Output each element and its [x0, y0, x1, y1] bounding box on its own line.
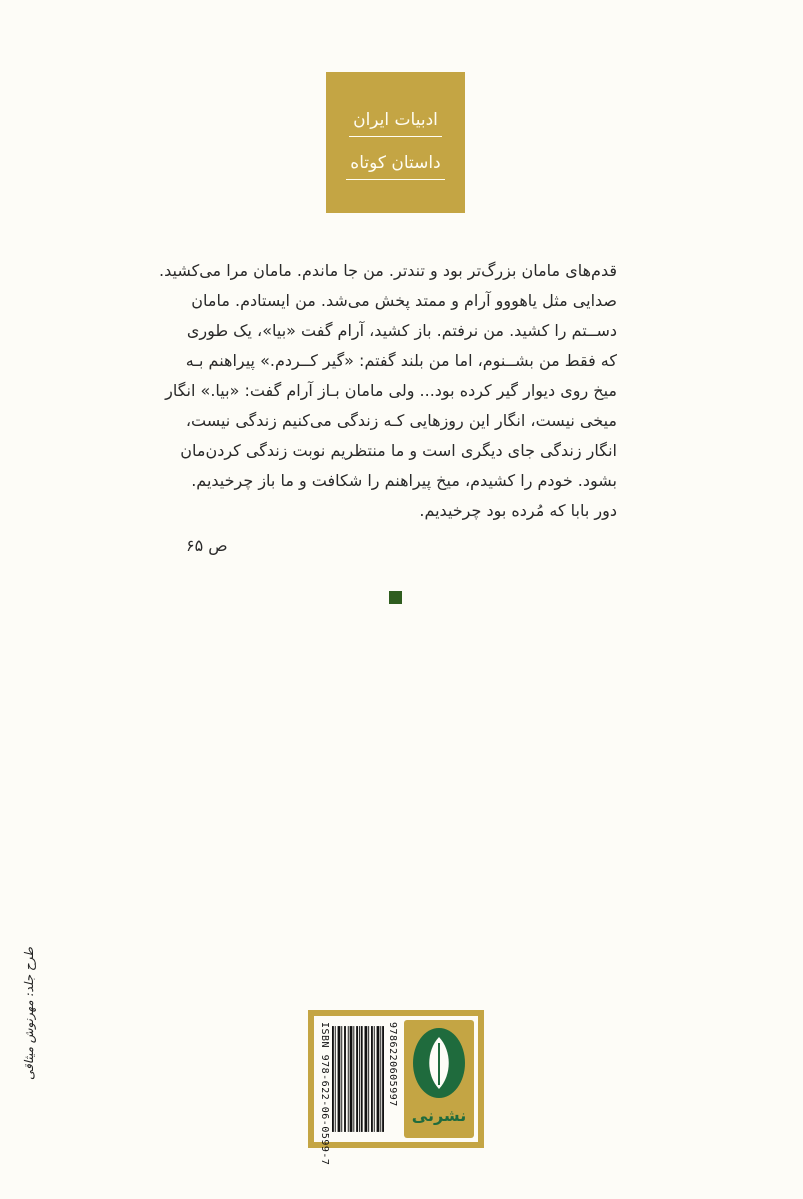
excerpt-line: دســتم را کشید. من نرفتم. باز کشید، آرام گفت «بیا»، یک طوری [186, 321, 617, 340]
barcode-panel [314, 1016, 478, 1166]
publisher-logo-box [404, 1020, 474, 1138]
barcode-publisher-frame [308, 1010, 484, 1166]
excerpt-line: انگار زندگی جای دیگری است و ما منتظریم نوبت زندگی کردن‌مان [180, 441, 617, 460]
barcode-digits: 9786220605997 [387, 1022, 398, 1107]
excerpt-line: صدایی مثل یاهووو آرام و ممتد پخش می‌شد. من ایستادم. مامان [191, 291, 617, 310]
barcode-bars [332, 1022, 384, 1136]
square-ornament [389, 591, 402, 604]
publisher-name: نشرنی [411, 1106, 467, 1125]
excerpt-line: که فقط من بشــنوم، اما من بلند گفتم: «گیر کــردم.» پیراهنم بـه [185, 351, 617, 370]
isbn-number: ISBN 978-622-06-0599-7 [319, 1022, 330, 1166]
series-line-short-story: داستان کوتاه [346, 149, 444, 180]
excerpt-line: دور بابا که مُرده بود چرخیدیم. [419, 501, 617, 520]
series-line-literature: ادبیات ایران [349, 106, 442, 137]
leaf-logo-icon [413, 1028, 465, 1098]
excerpt-line: بشود. خودم را کشیدم، میخ پیراهنم را شکافت و ما باز چرخیدیم. [191, 471, 617, 490]
barcode-area [318, 1022, 398, 1166]
excerpt-line: میخ روی دیوار گیر کرده بود... ولی مامان بـاز آرام گفت: «بیا.» انگار [165, 381, 617, 400]
cover-designer-credit: طرح جلد: مهرنوش میثاقی [22, 947, 36, 1080]
page-reference: ص ۶۵ [186, 536, 228, 555]
excerpt-line: میخی نیست، انگار این روزهایی کـه زندگی می‌کنیم زندگی نیست، [185, 411, 617, 430]
book-excerpt [159, 256, 617, 526]
series-label-box [326, 72, 465, 213]
excerpt-line: قدم‌های مامان بزرگ‌تر بود و تندتر. من جا ماندم. مامان مرا می‌کشید. [159, 261, 617, 280]
